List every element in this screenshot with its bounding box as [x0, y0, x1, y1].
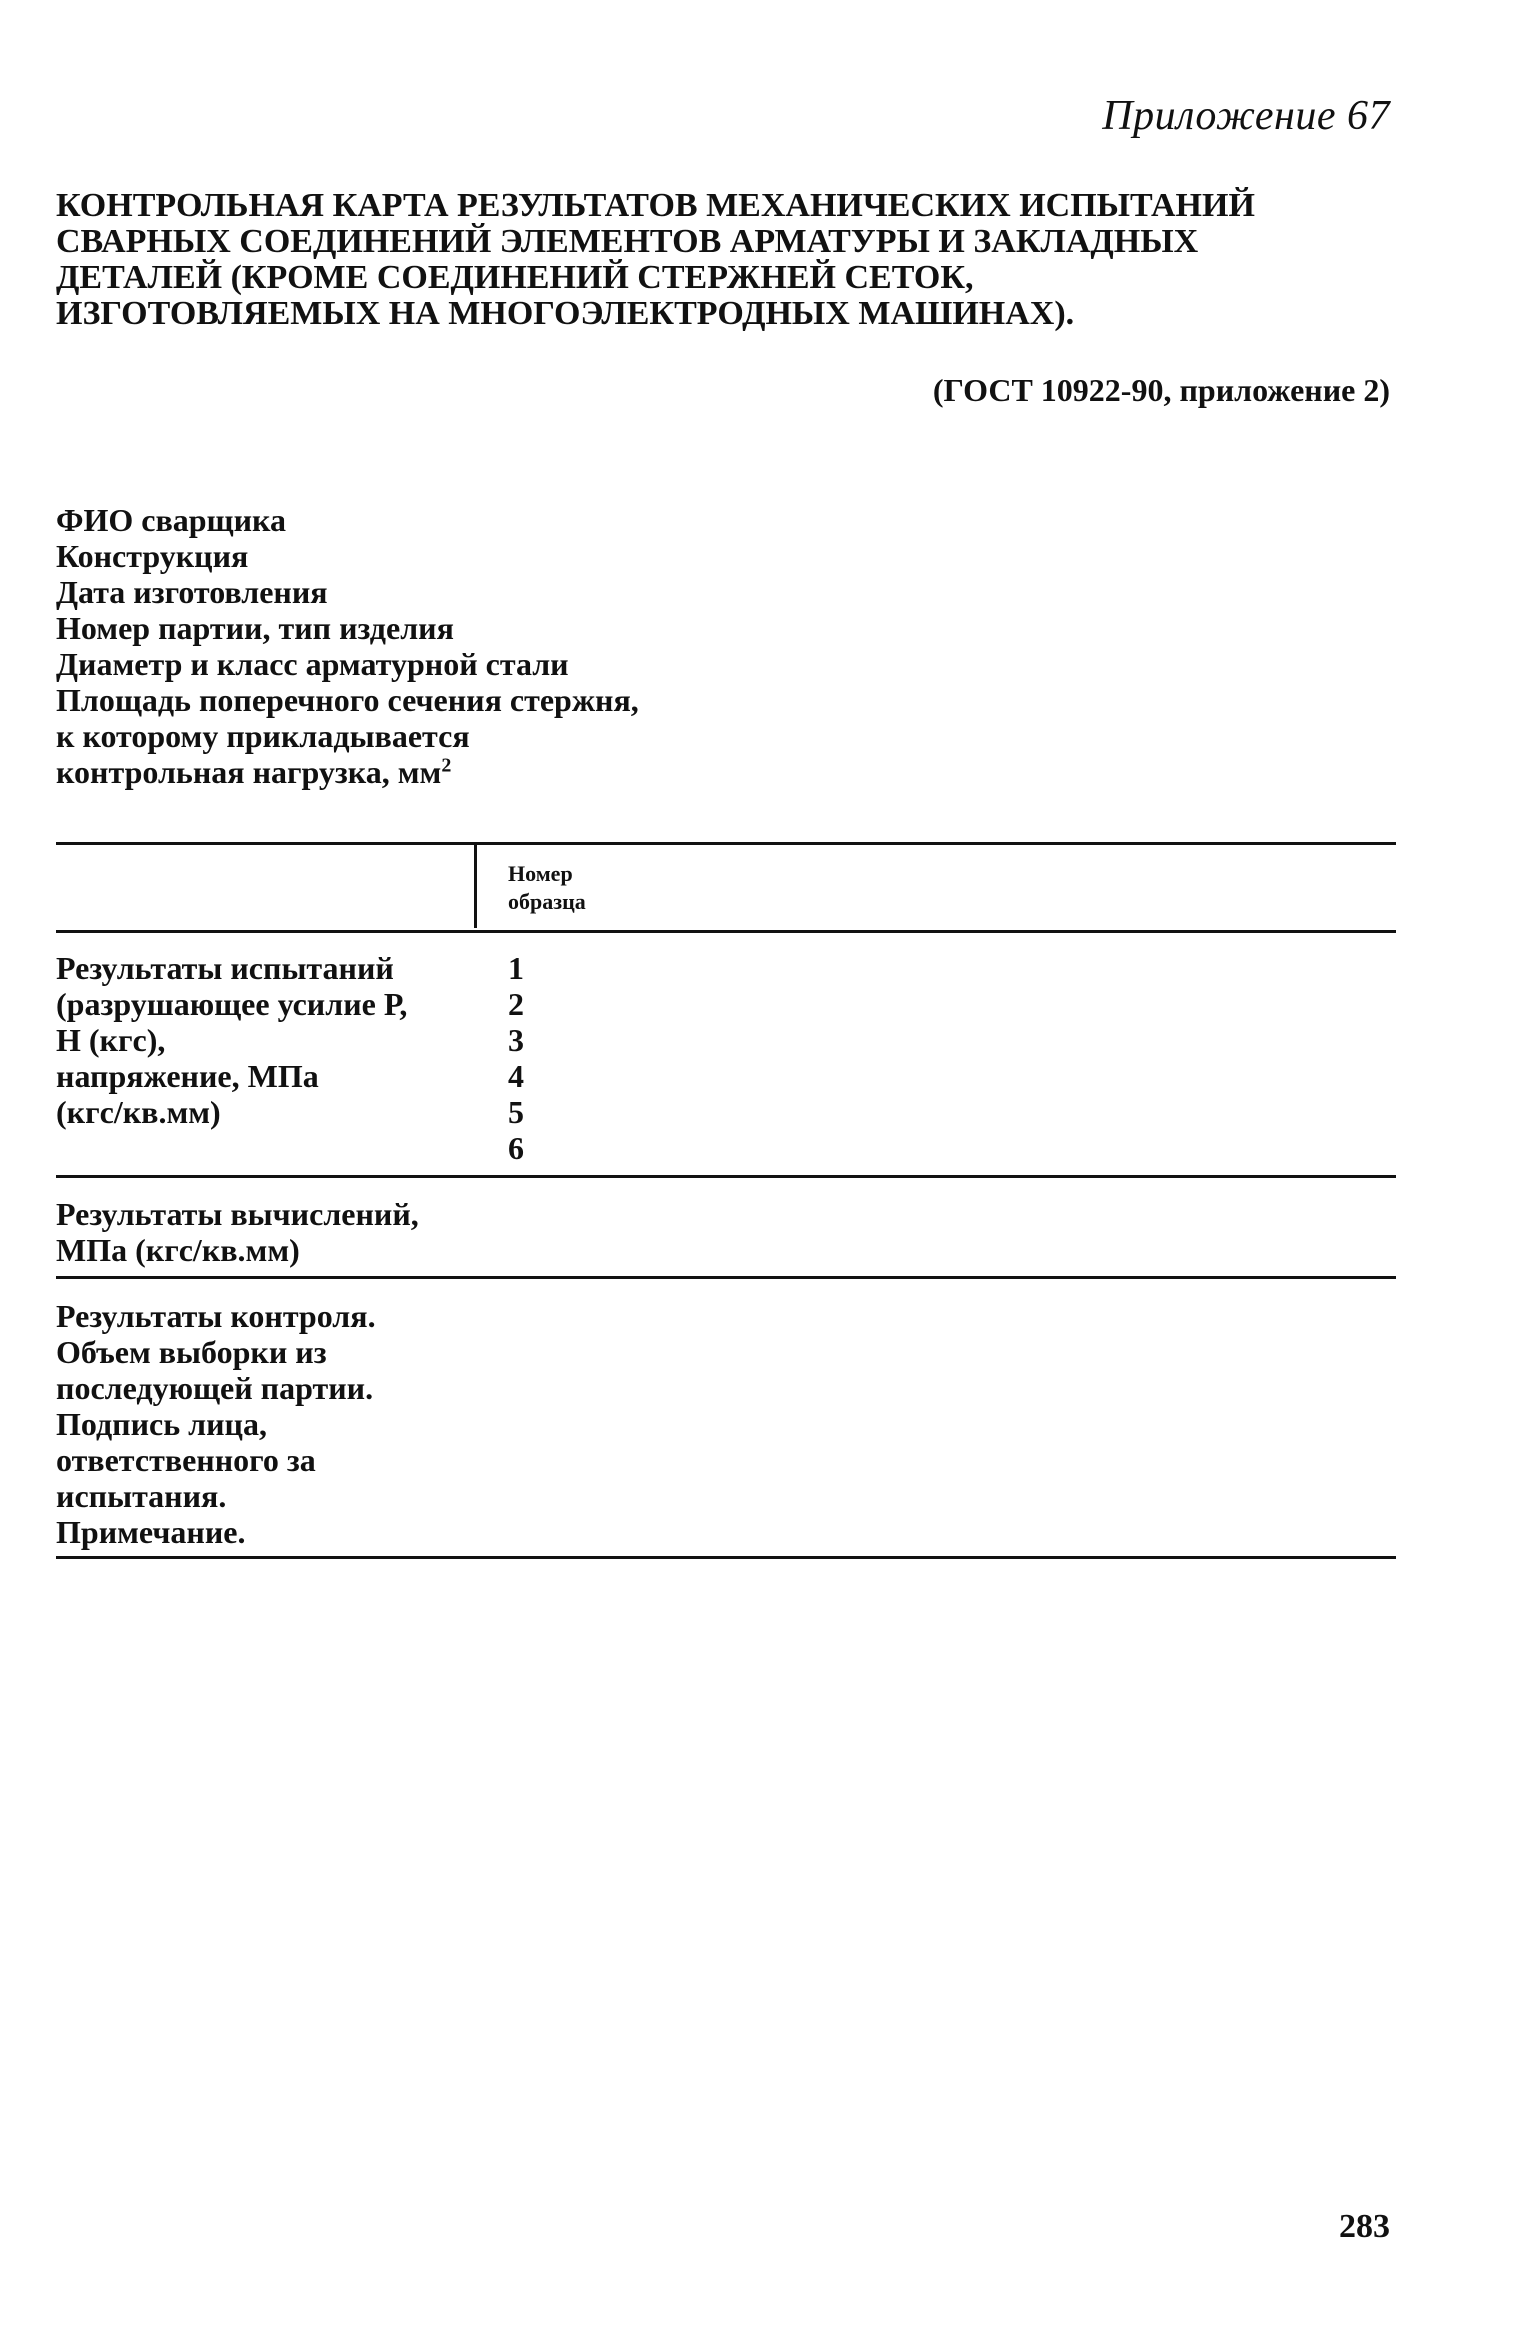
field-manufacture-date: Дата изготовления — [56, 574, 328, 610]
test-results-line: Результаты испытаний — [56, 950, 394, 986]
sample-number: 3 — [508, 1022, 524, 1058]
field-batch-number: Номер партии, тип изделия — [56, 610, 454, 646]
header-line-1: Номер — [508, 861, 573, 886]
field-area-line-1: Площадь поперечного сечения стержня, — [56, 682, 639, 718]
sample-number-header — [508, 860, 586, 916]
field-welder-name: ФИО сварщика — [56, 502, 286, 538]
control-results-line: Подпись лица, — [56, 1406, 267, 1442]
control-results-line: испытания. — [56, 1478, 227, 1514]
field-diameter-class: Диаметр и класс арматурной стали — [56, 646, 569, 682]
appendix-label: Приложение 67 — [1102, 93, 1390, 139]
sample-number: 6 — [508, 1130, 524, 1166]
field-area-text: контрольная нагрузка, мм — [56, 754, 442, 790]
field-construction: Конструкция — [56, 538, 249, 574]
title-line-1: КОНТРОЛЬНАЯ КАРТА РЕЗУЛЬТАТОВ МЕХАНИЧЕСКИХ ИСПЫТАНИЙ — [56, 187, 1255, 224]
sample-number: 2 — [508, 986, 524, 1022]
control-results-label — [56, 1298, 376, 1550]
test-results-line: (разрушающее усилие Р, — [56, 986, 408, 1022]
sample-number: 4 — [508, 1058, 524, 1094]
header-column-divider — [474, 842, 477, 928]
table-bottom-rule — [56, 1556, 1396, 1559]
field-area-line-3 — [56, 754, 639, 790]
sample-number: 1 — [508, 950, 524, 986]
calc-results-line: МПа (кгс/кв.мм) — [56, 1232, 300, 1268]
page-number: 283 — [1339, 2208, 1390, 2245]
test-results-bottom-rule — [56, 1175, 1396, 1178]
table-top-rule — [56, 842, 1396, 845]
test-results-line: Н (кгс), — [56, 1022, 166, 1058]
control-results-line: последующей партии. — [56, 1370, 374, 1406]
title-line-3: ДЕТАЛЕЙ (КРОМЕ СОЕДИНЕНИЙ СТЕРЖНЕЙ СЕТОК, — [56, 259, 974, 296]
header-line-2: образца — [508, 889, 586, 914]
sample-numbers — [508, 950, 524, 1166]
document-title — [56, 188, 1396, 332]
field-area-line-2: к которому прикладывается — [56, 718, 470, 754]
unit-superscript: 2 — [441, 754, 452, 777]
control-results-line: Примечание. — [56, 1514, 246, 1550]
calc-results-label — [56, 1196, 419, 1268]
control-results-line: ответственного за — [56, 1442, 316, 1478]
test-results-line: (кгс/кв.мм) — [56, 1094, 221, 1130]
calc-results-bottom-rule — [56, 1276, 1396, 1279]
test-results-label — [56, 950, 407, 1130]
sample-number: 5 — [508, 1094, 524, 1130]
test-results-line: напряжение, МПа — [56, 1058, 319, 1094]
source-reference: (ГОСТ 10922-90, приложение 2) — [932, 372, 1390, 408]
title-line-2: СВАРНЫХ СОЕДИНЕНИЙ ЭЛЕМЕНТОВ АРМАТУРЫ И ЗАКЛАДНЫХ — [56, 223, 1199, 260]
header-bottom-rule — [56, 930, 1396, 933]
card-fields — [56, 502, 639, 790]
calc-results-line: Результаты вычислений, — [56, 1196, 419, 1232]
title-line-4: ИЗГОТОВЛЯЕМЫХ НА МНОГОЭЛЕКТРОДНЫХ МАШИНАХ). — [56, 295, 1075, 332]
control-results-line: Объем выборки из — [56, 1334, 327, 1370]
control-results-line: Результаты контроля. — [56, 1298, 376, 1334]
